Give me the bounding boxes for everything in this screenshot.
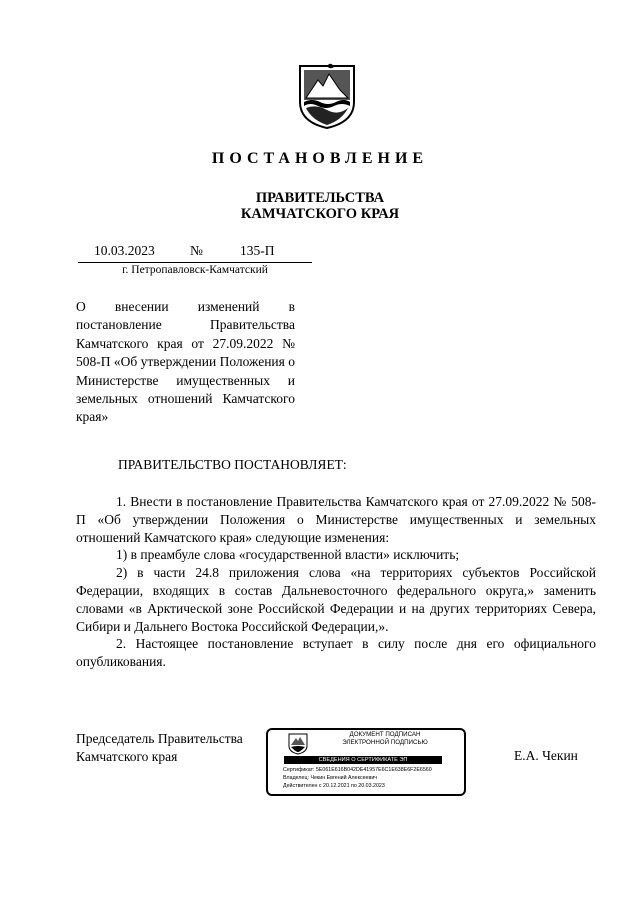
document-date: 10.03.2023 <box>94 243 155 258</box>
stamp-title-line-2: ЭЛЕКТРОННОЙ ПОДПИСЬЮ <box>342 739 428 746</box>
signer-position-line-1: Председатель Правительства <box>76 731 243 746</box>
stamp-certificate-number: Сертификат: 5E061E616B042DE41957E6C1E638E6F2E6560 <box>283 767 432 773</box>
signer-position-line-2: Камчатского края <box>76 748 178 764</box>
document-place: г. Петропавловск-Камчатский <box>122 264 268 276</box>
kamchatka-coat-of-arms-icon <box>288 733 308 755</box>
body-paragraph-1: 1. Внести в постановление Правительства Камчатского края от 27.09.2022 № 508-П «Об утверждении Положения о Министерстве имущественных и земельных отношений Камчатского края» следующие изменения: <box>76 494 596 545</box>
meta-underline <box>78 262 312 263</box>
stamp-certificate-owner: Владелец: Чекин Евгений Алексеевич <box>283 775 378 781</box>
number-sign: № <box>190 243 203 258</box>
body-paragraph-3: 2) в части 24.8 приложения слова «на территориях субъектов Российской Федерации, входящих в состав Дальневосточного федерального округа,» заменить словами «в Арктической зоне Российской Федерации и на других территориях Севера, Сибири и Дальнего Востока Российской Федерации,». <box>76 565 596 634</box>
kamchatka-coat-of-arms-icon <box>296 62 358 130</box>
stamp-certificate-band: СВЕДЕНИЯ О СЕРТИФИКАТЕ ЭП <box>284 756 442 764</box>
document-type-title: ПОСТАНОВЛЕНИЕ <box>211 150 429 167</box>
signer-name: Е.А. Чекин <box>514 748 578 763</box>
body-paragraph-4: 2. Настоящее постановление вступает в силу после дня его официального опубликования. <box>76 636 596 670</box>
stamp-title-line-1: ДОКУМЕНТ ПОДПИСАН <box>349 731 421 738</box>
decree-heading: ПРАВИТЕЛЬСТВО ПОСТАНОВЛЯЕТ: <box>118 457 347 472</box>
issuer-line-2: КАМЧАТСКОГО КРАЯ <box>240 206 400 222</box>
stamp-certificate-validity: Действителен с 20.12.2021 по 20.03.2023 <box>283 783 385 789</box>
document-body <box>76 493 596 671</box>
document-number: 135-П <box>240 243 275 258</box>
body-paragraph-2: 1) в преамбуле слова «государственной власти» исключить; <box>116 547 460 563</box>
issuer-line-1: ПРАВИТЕЛЬСТВА <box>255 190 385 206</box>
signer-position <box>76 730 243 766</box>
document-subject: О внесении изменений в постановление Правительства Камчатского края от 27.09.2022 № 508-П «Об утверждении Положения о Министерстве имущественных и земельных отношений Камчатского края» <box>76 299 295 425</box>
